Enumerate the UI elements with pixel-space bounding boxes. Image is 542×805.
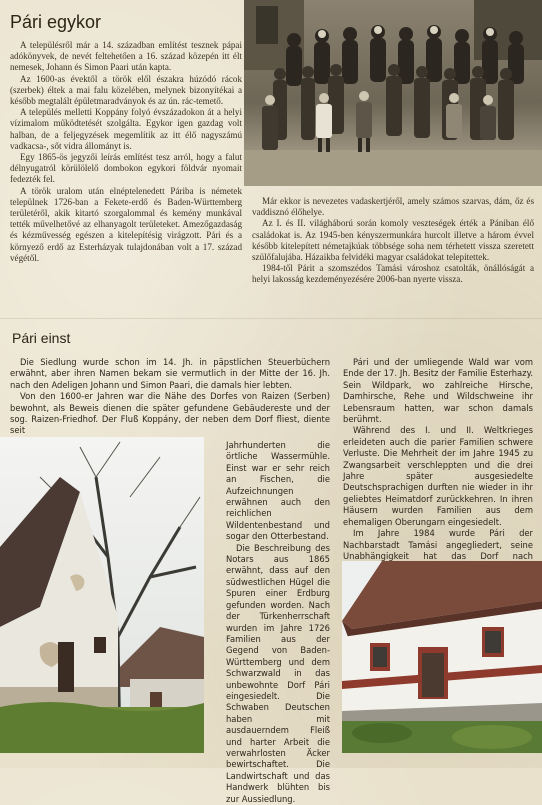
paragraph: Die Beschreibung des Notars aus 1865 erwähnt, dass auf den südwestlichen Hügel die Spuren einer Erdburg gefunden worden. Nach der Türkenherrschaft wurden im Jahre 1726 Familien aus der Gegend von Baden-Württemberg und dem Schwarzwald in das unbewohnte Dorf Pári eingesiedelt. Die Schwaben Deutschen haben mit ausdauerndem Fleiß und harter Arbeit die verwahrlosten Äcker bewirtschaftet. Die Landwirtschaft und das Handwerk blühten bis zur Aussiedlung. [226, 542, 330, 804]
paragraph: Egy 1865-ös jegyzői leírás említést tesz arról, hogy a falut délnyugatról körülölelő dombokon egykori földvár nyomait fedezték fel. [10, 152, 242, 185]
group-photo [244, 0, 542, 186]
paragraph: Az I. és II. világháború során komoly veszteségek érték a Pániban élő családokat is. Az 1945-ben kényszermunkára hurcolt illetve a három évvel később kitelepített németajkúak többsége soha nem térhetett vissza szeretett szülőfalujába. Házaikba felvidéki magyar családokat telepítettek. [252, 218, 534, 263]
paragraph: Von den 1600-er Jahren war die Nähe des Dorfes von Raizen (Serben) bewohnt, als Beweis dienen die später gefundene Gebäudereste und der sog. Raizen-Friedhof. Der Fluß Koppány, der neben dem Dorf fliest, diente seit [10, 391, 330, 436]
hungarian-title: Pári egykor [10, 12, 102, 32]
paragraph: Jahrhunderten die örtliche Wassermühle. Einst war er sehr reich an Fischen, die Aufzeichnungen erwähnen auch den reichlichen Wildentenbestand und sogar den Otterbestand. [226, 440, 330, 542]
section-divider [0, 318, 542, 319]
paragraph: Pári und der umliegende Wald war vom Ende der 17. Jh. Besitz der Familie Esterhazy. Sein Wildpark, wo zahlreiche Hirsche, Damhirsche, Rehe und Wildschweine ihr Lebensraum hatten, war schon damals berühmt. [343, 357, 533, 425]
paragraph: Már ekkor is nevezetes vadaskertjéről, amely számos szarvas, dám, őz és vaddisznó élőhelye. [252, 196, 534, 218]
hungarian-column-2 [252, 196, 534, 286]
historic-group-photo-image [244, 0, 542, 186]
german-column-narrow [226, 440, 330, 805]
village-house-image [342, 561, 542, 753]
paragraph: A településről már a 14. században említést tesznek pápai adókönyvek, de nevét feltehetően a 16. század közepén itt élt nemesek, Johann és Simon Paari után kapta. [10, 40, 242, 73]
paragraph: 1984-től Párit a szomszédos Tamási városhoz csatolták, önállóságát a helyi lakosság kezdeményezésére 2006-ban nyerte vissza. [252, 263, 534, 285]
farmhouse-photo [0, 437, 204, 753]
paragraph: Az 1600-as évektől a török elől északra húzódó rácok (szerbek) éltek a mai falu közelében, melynek bizonyítékai a később megtalált épületmaradványok és az ún. rác-temető. [10, 73, 242, 107]
german-column-right [343, 357, 533, 585]
village-house-photo [342, 561, 542, 753]
farmhouse-image [0, 437, 204, 753]
paragraph: A török uralom után elnéptelenedett Páriba is németek települnek 1726-ban a Fekete-erdő és Baden-Württemberg területéről, akik kitartó szorgalommal és kemény munkával tették művelhetővé az elhanyagolt területeket. Amezőgazdaság és kézművesség egészen a kitelepítésig virágzott. Pári és a környező erdő az Esterházyak tulajdonában volt a 17. század végétől. [10, 185, 242, 263]
german-column-left [10, 357, 330, 437]
german-title: Pári einst [12, 330, 71, 346]
paragraph: A település melletti Koppány folyó évszázadokon át a helyi vízimalom működtetését szolgálta. Egykor igen gazdag volt halban, de a feljegyzések megemlítik az itt élő nagyszámú vadkacsa-, sőt vidra állományt is. [10, 107, 242, 151]
paragraph: Während des I. und II. Weltkrieges erleideten auch die parier Familien schwere Verluste. Die Mehrheit der im Jahre 1945 zu Zwangsarbeit verschleppten und die drei Jahre später ausgesiedelte Deutschsprachigen durften nie wieder in ihr geliebtes Heimatdorf zurückkehren. In ihren Häusern wurden Familien aus dem ehemaligen Oberungarn eingesiedelt. [343, 425, 533, 527]
paragraph: Im Jahre 1984 wurde Pári der Nachbarstadt Tamási angegliedert, seine Unabhängigkeit hat das Dorf nach [343, 528, 533, 561]
hungarian-column-1 [10, 40, 242, 264]
paragraph: Die Siedlung wurde schon im 14. Jh. in päpstlichen Steuerbüchern erwähnt, aber ihren Namen bekam sie vermutlich in der Mitte der 16. Jh. nach den Adeligen Johann und Simon Paari, die damals hier lebten. [10, 357, 330, 390]
